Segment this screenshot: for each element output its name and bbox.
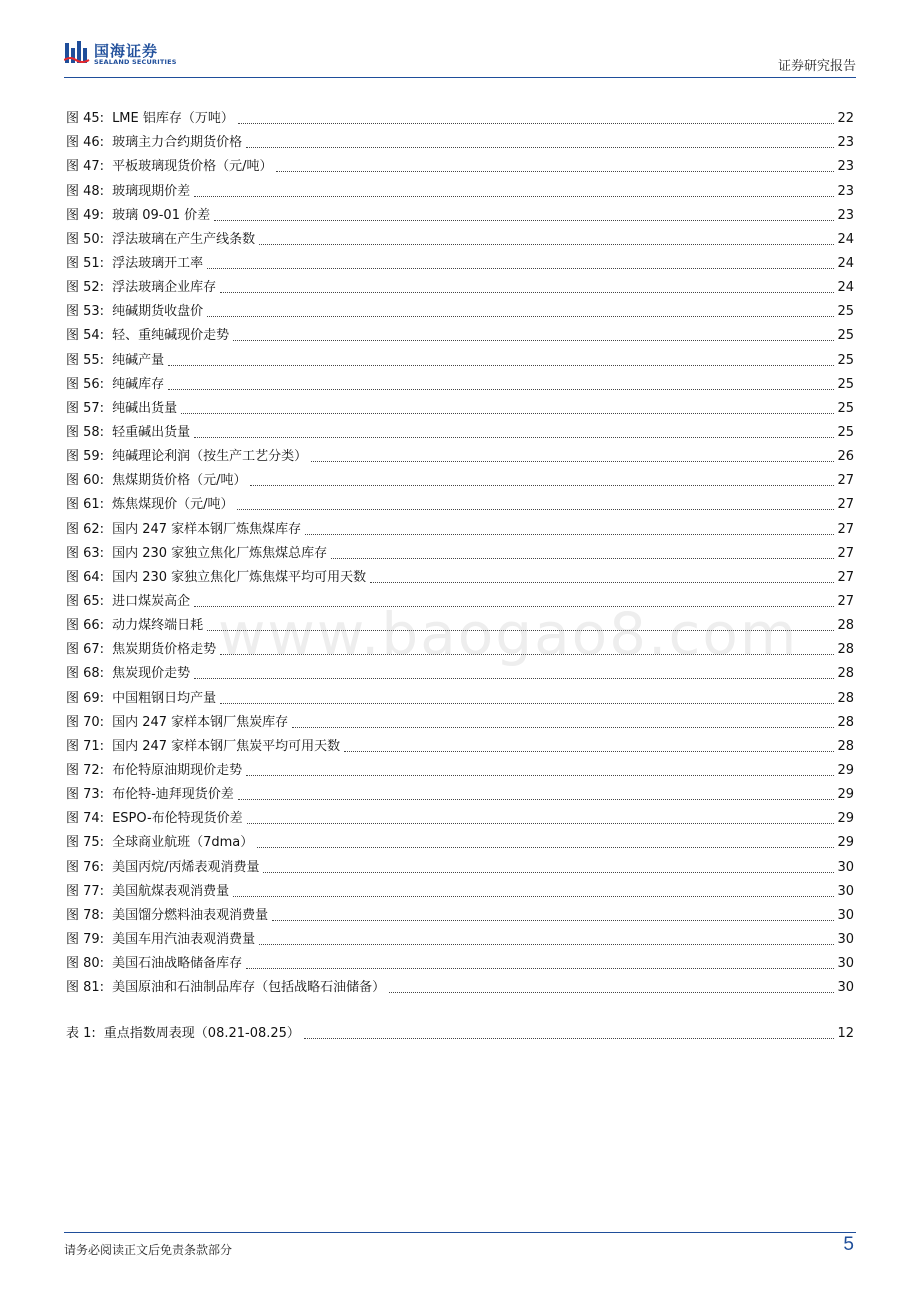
toc-entry-title: 布伦特-迪拜现货价差 bbox=[112, 787, 234, 803]
figure-toc-entry[interactable] bbox=[66, 804, 854, 828]
toc-dot-leader bbox=[304, 1038, 835, 1039]
toc-entry-title: 玻璃 09-01 价差 bbox=[112, 207, 211, 223]
toc-entry-number: 图 81: bbox=[66, 980, 105, 996]
logo-text-en: SEALAND SECURITIES bbox=[94, 58, 177, 66]
page-header bbox=[64, 38, 856, 78]
figure-toc-entry[interactable] bbox=[66, 683, 854, 707]
toc-entry-page: 27 bbox=[837, 569, 854, 585]
logo-text-cn: 国海证券 bbox=[94, 42, 159, 60]
toc-entry-number: 图 56: bbox=[66, 376, 105, 392]
toc-dot-leader bbox=[238, 799, 835, 800]
toc-entry-number: 图 51: bbox=[66, 255, 105, 271]
toc-entry-title: 美国丙烷/丙烯表观消费量 bbox=[112, 859, 260, 875]
toc-entry-number: 图 61: bbox=[66, 497, 105, 513]
figure-toc-entry[interactable] bbox=[66, 297, 854, 321]
toc-dot-leader bbox=[247, 823, 835, 824]
toc-entry-page: 29 bbox=[837, 811, 854, 827]
toc-entry-title: 国内 247 家样本钢厂焦炭库存 bbox=[112, 714, 289, 730]
toc-entry-title: 轻重碱出货量 bbox=[112, 424, 191, 440]
toc-entry-title: 焦炭现价走势 bbox=[112, 666, 191, 682]
toc-entry-number: 图 54: bbox=[66, 328, 105, 344]
toc-entry-page: 25 bbox=[837, 424, 854, 440]
figure-toc-entry[interactable] bbox=[66, 901, 854, 925]
toc-entry-page: 25 bbox=[837, 328, 854, 344]
toc-entry-page: 27 bbox=[837, 593, 854, 609]
toc-entry-number: 图 75: bbox=[66, 835, 105, 851]
toc-entry-title: 焦煤期货价格（元/吨） bbox=[112, 473, 247, 489]
toc-entry-page: 27 bbox=[837, 545, 854, 561]
header-divider bbox=[64, 77, 856, 78]
toc-dot-leader bbox=[344, 751, 834, 752]
toc-entry-number: 图 52: bbox=[66, 280, 105, 296]
toc-entry-title: 焦炭期货价格走势 bbox=[112, 642, 217, 658]
figure-toc-entry[interactable] bbox=[66, 249, 854, 273]
figure-toc-entry[interactable] bbox=[66, 442, 854, 466]
toc-entry-number: 图 60: bbox=[66, 473, 105, 489]
toc-entry-number: 图 62: bbox=[66, 521, 105, 537]
toc-entry-page: 30 bbox=[837, 980, 854, 996]
figure-toc-entry[interactable] bbox=[66, 345, 854, 369]
toc-entry-page: 27 bbox=[837, 473, 854, 489]
toc-entry-page: 30 bbox=[837, 931, 854, 947]
toc-entry-title: 美国石油战略储备库存 bbox=[112, 956, 243, 972]
toc-entry-title: 纯碱库存 bbox=[112, 376, 165, 392]
toc-entry-title: 平板玻璃现货价格（元/吨） bbox=[112, 159, 273, 175]
toc-entry-title: 动力煤终端日耗 bbox=[112, 618, 204, 634]
figure-toc-entry[interactable] bbox=[66, 176, 854, 200]
toc-dot-leader bbox=[194, 437, 834, 438]
toc-dot-leader bbox=[259, 244, 834, 245]
toc-entry-title: 国内 230 家独立焦化厂炼焦煤平均可用天数 bbox=[112, 569, 367, 585]
toc-entry-page: 30 bbox=[837, 859, 854, 875]
report-type-label: 证券研究报告 bbox=[777, 59, 856, 74]
figure-toc-entry[interactable] bbox=[66, 780, 854, 804]
toc-entry-page: 28 bbox=[837, 642, 854, 658]
toc-entry-page: 30 bbox=[837, 956, 854, 972]
toc-entry-title: 纯碱期货收盘价 bbox=[112, 304, 204, 320]
watermark: www.baogao8.com bbox=[218, 600, 799, 668]
figure-toc-entry[interactable] bbox=[66, 828, 854, 852]
toc-entry-title: 浮法玻璃开工率 bbox=[112, 255, 204, 271]
toc-dot-leader bbox=[305, 534, 834, 535]
toc-dot-leader bbox=[246, 147, 834, 148]
toc-entry-page: 26 bbox=[837, 449, 854, 465]
toc-entry-title: 全球商业航班（7dma） bbox=[112, 835, 254, 851]
toc-entry-title: 纯碱产量 bbox=[112, 352, 165, 368]
toc-dot-leader bbox=[257, 847, 834, 848]
toc-entry-title: 炼焦煤现价（元/吨） bbox=[112, 497, 234, 513]
toc-entry-number: 图 58: bbox=[66, 424, 105, 440]
figure-toc-entry[interactable] bbox=[66, 949, 854, 973]
toc-entry-page: 28 bbox=[837, 738, 854, 754]
toc-dot-leader bbox=[233, 340, 834, 341]
toc-entry-title: 进口煤炭高企 bbox=[112, 593, 191, 609]
toc-entry-title: 纯碱出货量 bbox=[112, 400, 178, 416]
toc-entry-number: 图 49: bbox=[66, 207, 105, 223]
figure-toc-entry[interactable] bbox=[66, 104, 854, 128]
toc-entry-number: 图 45: bbox=[66, 111, 105, 127]
toc-entry-number: 图 50: bbox=[66, 231, 105, 247]
toc-entry-number: 图 47: bbox=[66, 159, 105, 175]
toc-dot-leader bbox=[168, 365, 834, 366]
figure-toc-entry[interactable] bbox=[66, 973, 854, 997]
toc-entry-page: 25 bbox=[837, 352, 854, 368]
toc-entry-title: 国内 230 家独立焦化厂炼焦煤总库存 bbox=[112, 545, 328, 561]
figure-toc-entry[interactable] bbox=[66, 490, 854, 514]
toc-entry-number: 图 63: bbox=[66, 545, 105, 561]
toc-dot-leader bbox=[168, 389, 834, 390]
toc-entry-number: 图 71: bbox=[66, 738, 105, 754]
toc-entry-number: 图 57: bbox=[66, 400, 105, 416]
toc-entry-title: 浮法玻璃在产生产线条数 bbox=[112, 231, 256, 247]
table-toc-list bbox=[66, 1019, 854, 1043]
toc-dot-leader bbox=[237, 509, 834, 510]
toc-entry-page: 22 bbox=[837, 111, 854, 127]
figure-toc-entry[interactable] bbox=[66, 201, 854, 225]
toc-dot-leader bbox=[263, 872, 834, 873]
toc-dot-leader bbox=[233, 896, 834, 897]
toc-entry-page: 23 bbox=[837, 207, 854, 223]
toc-entry-page: 23 bbox=[837, 183, 854, 199]
toc-entry-number: 图 80: bbox=[66, 956, 105, 972]
toc-dot-leader bbox=[259, 944, 834, 945]
figure-toc-entry[interactable] bbox=[66, 756, 854, 780]
toc-entry-page: 25 bbox=[837, 304, 854, 320]
toc-entry-number: 图 59: bbox=[66, 449, 105, 465]
toc-entry-title: 美国航煤表观消费量 bbox=[112, 883, 230, 899]
toc-entry-number: 图 46: bbox=[66, 135, 105, 151]
toc-dot-leader bbox=[246, 968, 834, 969]
toc-entry-page: 27 bbox=[837, 521, 854, 537]
figure-toc-entry[interactable] bbox=[66, 466, 854, 490]
toc-entry-title: 浮法玻璃企业库存 bbox=[112, 280, 217, 296]
toc-dot-leader bbox=[220, 292, 834, 293]
toc-dot-leader bbox=[292, 727, 834, 728]
toc-entry-number: 图 76: bbox=[66, 859, 105, 875]
toc-dot-leader bbox=[220, 703, 834, 704]
toc-entry-number: 图 55: bbox=[66, 352, 105, 368]
figure-toc-entry[interactable] bbox=[66, 563, 854, 587]
toc-dot-leader bbox=[276, 171, 834, 172]
toc-entry-number: 图 78: bbox=[66, 907, 105, 923]
figure-toc-entry[interactable] bbox=[66, 539, 854, 563]
figure-toc-entry[interactable] bbox=[66, 708, 854, 732]
toc-entry-title: ESPO-布伦特现货价差 bbox=[112, 811, 243, 827]
page-number: 5 bbox=[843, 1234, 854, 1255]
toc-entry-title: 美国车用汽油表观消费量 bbox=[112, 931, 256, 947]
toc-entry-page: 29 bbox=[837, 787, 854, 803]
figure-toc-entry[interactable] bbox=[66, 321, 854, 345]
toc-entry-page: 27 bbox=[837, 497, 854, 513]
toc-dot-leader bbox=[194, 678, 834, 679]
toc-entry-page: 29 bbox=[837, 762, 854, 778]
toc-entry-title: 玻璃现期价差 bbox=[112, 183, 191, 199]
toc-dot-leader bbox=[331, 558, 834, 559]
figure-toc-entry[interactable] bbox=[66, 152, 854, 176]
toc-entry-page: 12 bbox=[837, 1026, 854, 1042]
toc-dot-leader bbox=[207, 316, 834, 317]
figure-toc-entry[interactable] bbox=[66, 732, 854, 756]
figure-toc-entry[interactable] bbox=[66, 225, 854, 249]
figure-toc-entry[interactable] bbox=[66, 273, 854, 297]
toc-dot-leader bbox=[194, 196, 834, 197]
toc-entry-title: LME 铝库存（万吨） bbox=[112, 111, 234, 127]
toc-entry-page: 28 bbox=[837, 666, 854, 682]
toc-entry-number: 图 70: bbox=[66, 714, 105, 730]
toc-entry-number: 图 53: bbox=[66, 304, 105, 320]
toc-entry-number: 图 64: bbox=[66, 569, 105, 585]
toc-dot-leader bbox=[214, 220, 834, 221]
toc-dot-leader bbox=[250, 485, 834, 486]
toc-entry-title: 重点指数周表现（08.21-08.25） bbox=[103, 1026, 300, 1042]
toc-entry-page: 24 bbox=[837, 231, 854, 247]
toc-entry-number: 图 73: bbox=[66, 787, 105, 803]
toc-dot-leader bbox=[181, 413, 834, 414]
figure-toc-entry[interactable] bbox=[66, 925, 854, 949]
toc-entry-page: 30 bbox=[837, 907, 854, 923]
toc-entry-page: 30 bbox=[837, 883, 854, 899]
toc-entry-page: 23 bbox=[837, 135, 854, 151]
sealand-logo bbox=[64, 38, 177, 70]
toc-entry-number: 表 1: bbox=[66, 1026, 96, 1042]
toc-entry-number: 图 74: bbox=[66, 811, 105, 827]
toc-entry-title: 美国馏分燃料油表观消费量 bbox=[112, 907, 269, 923]
sealand-logo-icon bbox=[64, 40, 90, 66]
toc-dot-leader bbox=[311, 461, 834, 462]
toc-dot-leader bbox=[238, 123, 835, 124]
toc-entry-title: 国内 247 家样本钢厂焦炭平均可用天数 bbox=[112, 738, 341, 754]
toc-entry-number: 图 68: bbox=[66, 666, 105, 682]
disclaimer-note: 请务必阅读正文后免责条款部分 bbox=[64, 1243, 233, 1257]
toc-entry-page: 28 bbox=[837, 690, 854, 706]
toc-entry-page: 25 bbox=[837, 376, 854, 392]
toc-entry-title: 中国粗钢日均产量 bbox=[112, 690, 217, 706]
toc-entry-page: 25 bbox=[837, 400, 854, 416]
toc-entry-title: 布伦特原油期现价走势 bbox=[112, 762, 243, 778]
figure-toc-list bbox=[66, 104, 854, 997]
toc-entry-title: 玻璃主力合约期货价格 bbox=[112, 135, 243, 151]
toc-dot-leader bbox=[207, 268, 834, 269]
toc-entry-page: 24 bbox=[837, 255, 854, 271]
toc-entry-title: 国内 247 家样本钢厂炼焦煤库存 bbox=[112, 521, 302, 537]
toc-entry-number: 图 67: bbox=[66, 642, 105, 658]
toc-entry-number: 图 65: bbox=[66, 593, 105, 609]
toc-entry-number: 图 48: bbox=[66, 183, 105, 199]
toc-dot-leader bbox=[246, 775, 834, 776]
toc-entry-page: 24 bbox=[837, 280, 854, 296]
toc-entry-title: 轻、重纯碱现价走势 bbox=[112, 328, 230, 344]
figure-toc-entry[interactable] bbox=[66, 852, 854, 876]
figure-toc-entry[interactable] bbox=[66, 394, 854, 418]
figure-toc-entry[interactable] bbox=[66, 128, 854, 152]
toc-dot-leader bbox=[370, 582, 834, 583]
figure-toc-entry[interactable] bbox=[66, 877, 854, 901]
toc-entry-page: 29 bbox=[837, 835, 854, 851]
toc-entry-number: 图 77: bbox=[66, 883, 105, 899]
figure-toc-entry[interactable] bbox=[66, 418, 854, 442]
footer-divider bbox=[64, 1232, 856, 1233]
table-toc-entry[interactable] bbox=[66, 1019, 854, 1043]
toc-entry-title: 美国原油和石油制品库存（包括战略石油储备） bbox=[112, 980, 386, 996]
toc-entry-number: 图 69: bbox=[66, 690, 105, 706]
toc-entry-page: 23 bbox=[837, 159, 854, 175]
figure-toc-entry[interactable] bbox=[66, 370, 854, 394]
toc-entry-number: 图 72: bbox=[66, 762, 105, 778]
toc-dot-leader bbox=[272, 920, 834, 921]
toc-entry-number: 图 79: bbox=[66, 931, 105, 947]
toc-dot-leader bbox=[389, 992, 834, 993]
toc-entry-title: 纯碱理论利润（按生产工艺分类） bbox=[112, 449, 308, 465]
toc-entry-number: 图 66: bbox=[66, 618, 105, 634]
toc-entry-page: 28 bbox=[837, 714, 854, 730]
toc-entry-page: 28 bbox=[837, 618, 854, 634]
figure-toc-entry[interactable] bbox=[66, 514, 854, 538]
